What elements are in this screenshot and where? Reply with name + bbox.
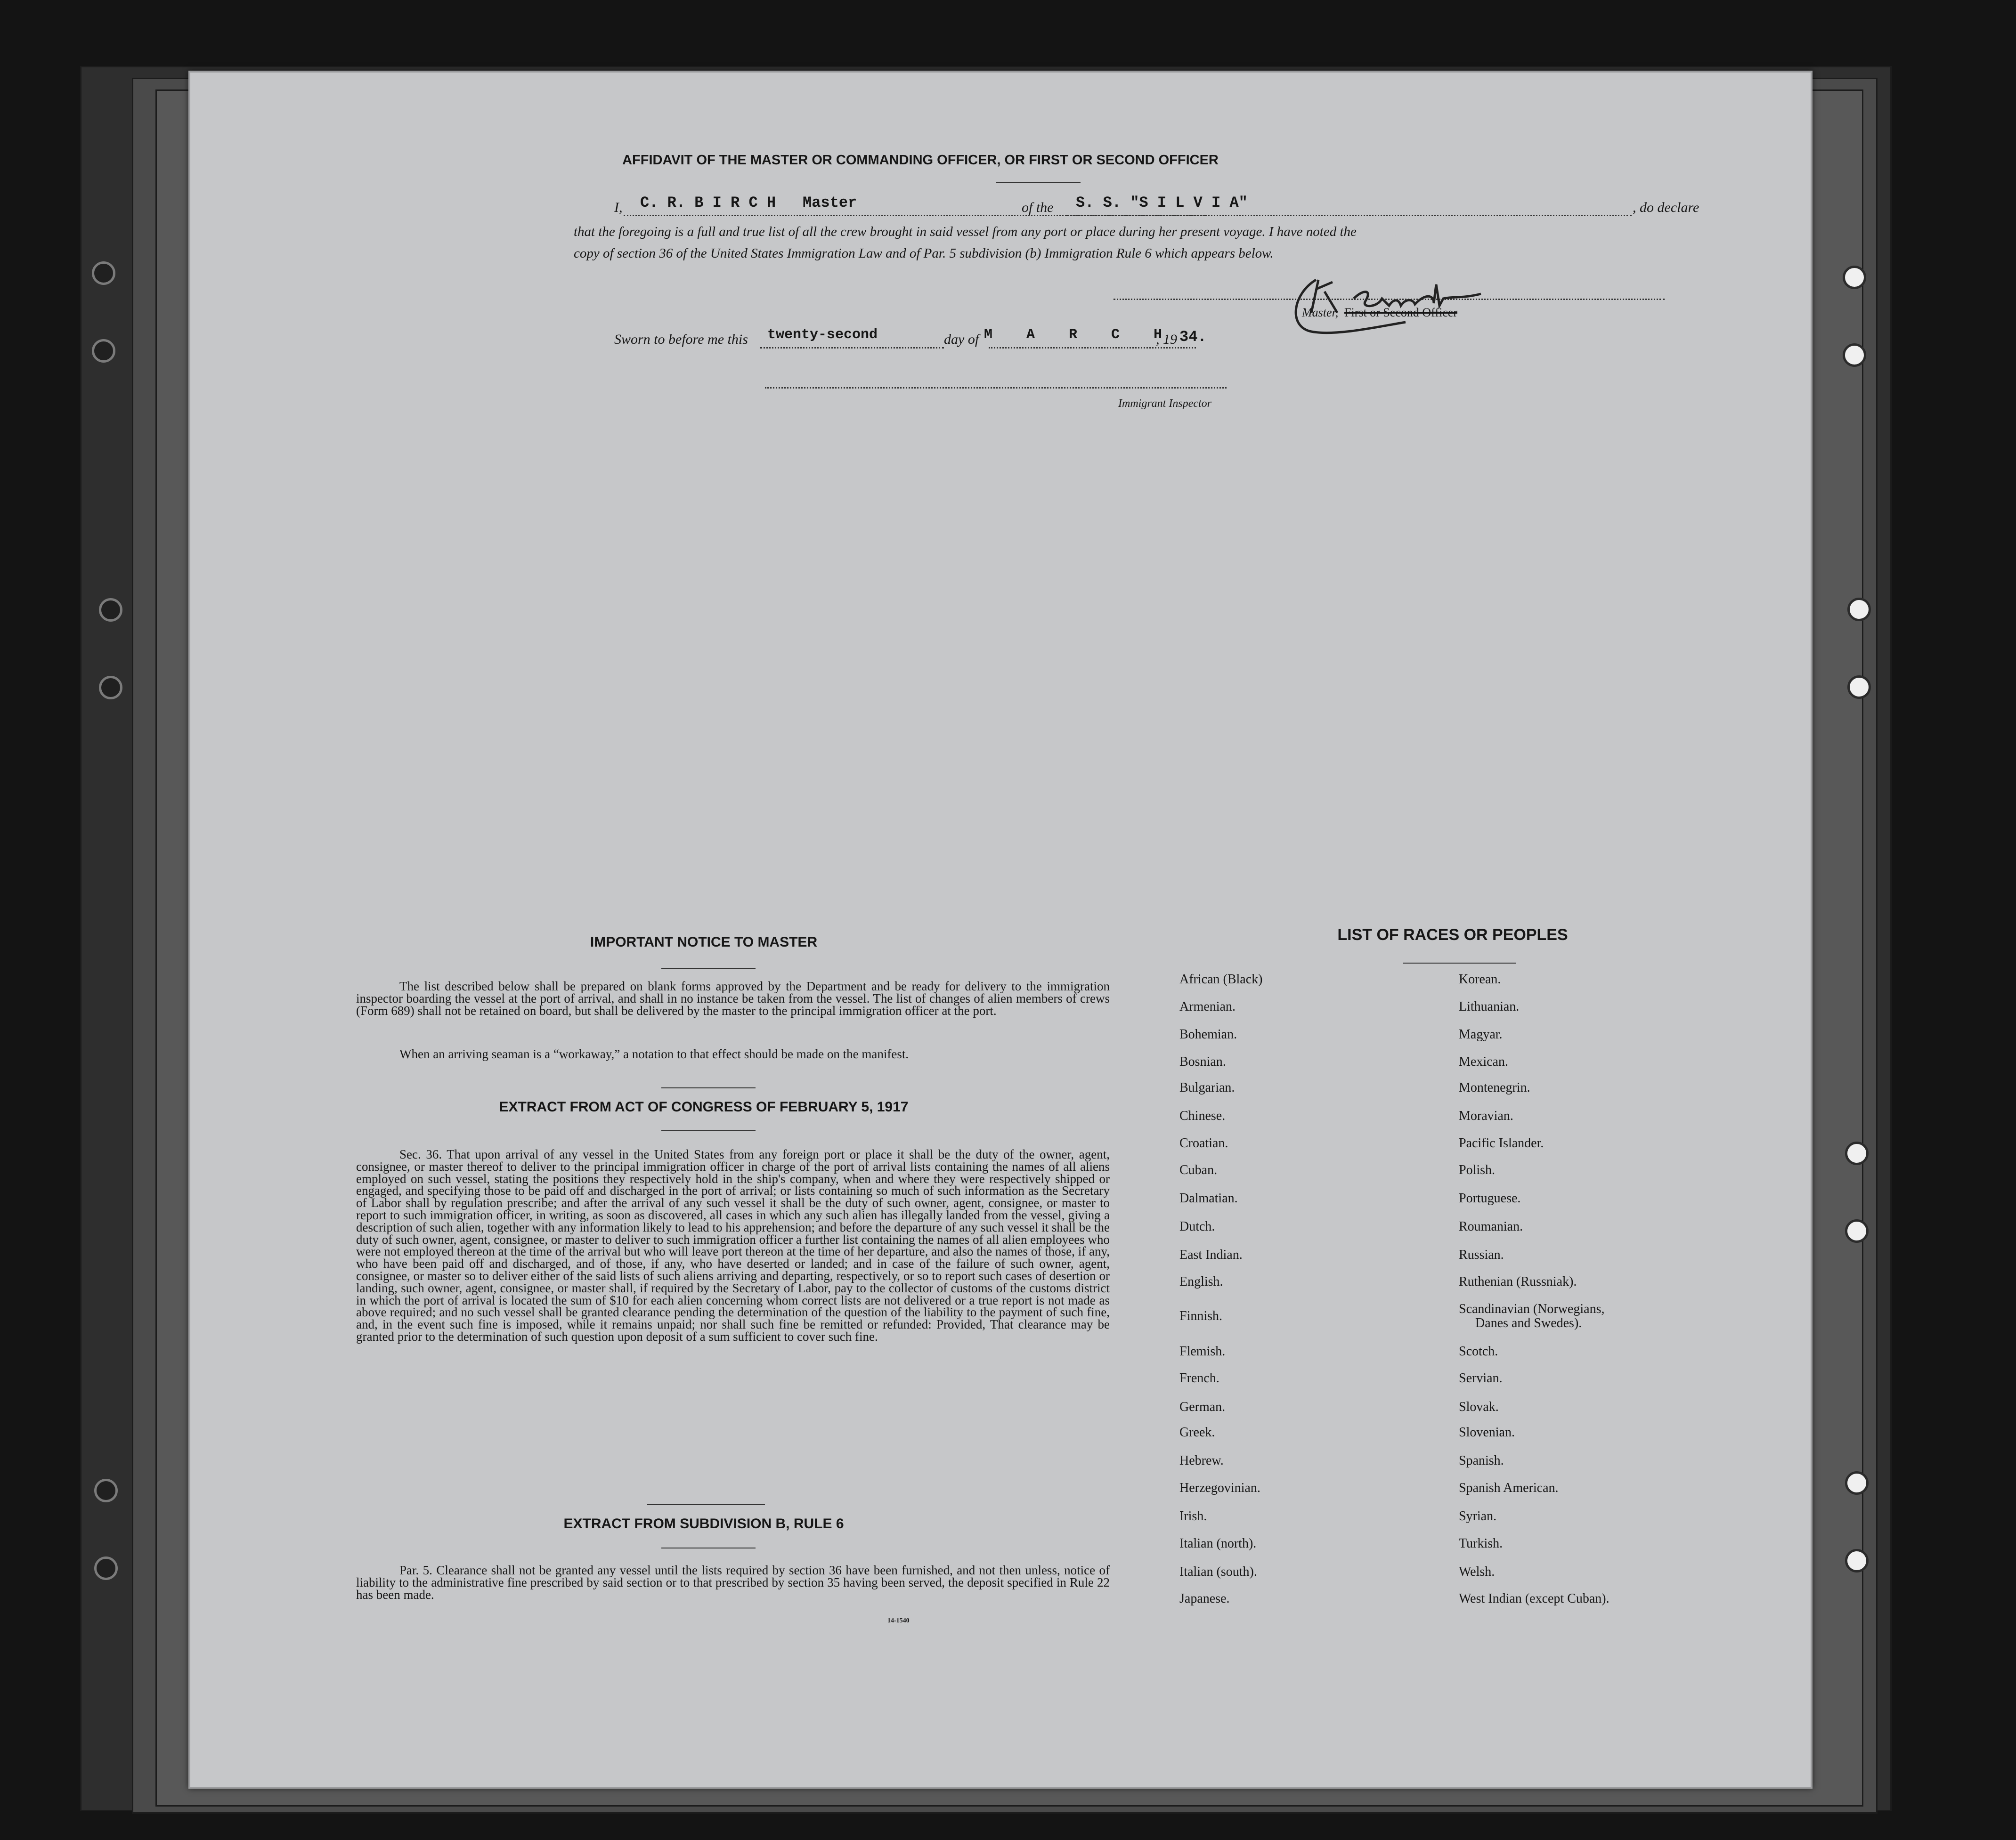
extract-rule-body: Par. 5. Clearance shall not be granted any vessel until the lists required by section 36 have been furnished, and not then unless, notice of liability to the administrative fine prescribed by said section or to that prescribed by section 35 having been served, the deposit specified in Rule 22 has been made. — [356, 1563, 1110, 1602]
binder-hole-icon — [94, 1479, 118, 1502]
race-right: Portuguese. — [1459, 1191, 1521, 1206]
sworn-month-value: M A R C H — [984, 327, 1162, 343]
race-left: East Indian. — [1179, 1248, 1243, 1262]
binder-hole-icon — [99, 598, 122, 622]
race-left: Herzegovinian. — [1179, 1481, 1260, 1495]
race-left: Irish. — [1179, 1509, 1207, 1524]
race-left: Italian (north). — [1179, 1536, 1257, 1551]
extract-rule-title: EXTRACT FROM SUBDIVISION B, RULE 6 — [563, 1516, 844, 1532]
race-right: Polish. — [1459, 1163, 1496, 1177]
extract-act-divider — [647, 1504, 765, 1505]
race-left: French. — [1179, 1371, 1219, 1386]
race-left: African (Black) — [1179, 972, 1263, 987]
sworn-day-line — [760, 347, 944, 349]
race-right: Mexican. — [1459, 1054, 1508, 1069]
race-right: Scotch. — [1459, 1344, 1498, 1359]
sworn-day-value: twenty-second — [767, 327, 878, 343]
inspector-signature-line — [765, 387, 1227, 389]
notice-title: IMPORTANT NOTICE TO MASTER — [590, 934, 818, 950]
sworn-prefix-label: Sworn to before me this — [614, 332, 748, 347]
race-left: Croatian. — [1179, 1136, 1228, 1151]
race-right: Pacific Islander. — [1459, 1136, 1544, 1151]
race-right: Roumanian. — [1459, 1219, 1523, 1234]
binder-hole-icon — [94, 1556, 118, 1580]
race-left: Hebrew. — [1179, 1453, 1224, 1468]
race-right: Turkish. — [1459, 1536, 1503, 1551]
extract-act-underline — [661, 1130, 756, 1131]
race-right: Servian. — [1459, 1371, 1503, 1386]
race-right: Scandinavian (Norwegians, — [1459, 1302, 1605, 1316]
extract-act-title: EXTRACT FROM ACT OF CONGRESS OF FEBRUARY 5, 1917 — [499, 1099, 909, 1115]
race-left: Cuban. — [1179, 1163, 1218, 1177]
race-right: Spanish American. — [1459, 1481, 1559, 1495]
binder-hole-icon — [1845, 1471, 1869, 1495]
binder-hole-icon — [1847, 675, 1871, 699]
race-left: Japanese. — [1179, 1591, 1230, 1606]
sworn-year-value: 34. — [1179, 328, 1207, 346]
race-right: Magyar. — [1459, 1027, 1503, 1042]
affidavit-line-3: copy of section 36 of the United States Immigration Law and of Par. 5 subdivision (b) Immigration Rule 6 which appears below. — [574, 246, 1274, 261]
affidavit-title: AFFIDAVIT OF THE MASTER OR COMMANDING OFFICER, OR FIRST OR SECOND OFFICER — [622, 153, 1219, 168]
binder-hole-icon — [92, 339, 115, 363]
race-left: Italian (south). — [1179, 1564, 1257, 1579]
rank-value: Master — [803, 194, 857, 211]
binder-hole-icon — [1845, 1142, 1869, 1165]
day-of-label: day of — [944, 332, 979, 347]
vessel-field-line — [1066, 215, 1632, 216]
races-underline — [1403, 963, 1516, 964]
notice-para-1: The list described below shall be prepared on blank forms approved by the Department and be ready for delivery to the immigration inspector boarding the vessel at the port of arrival, and shall in no instance be taken from the vessel. The list of changes of alien members of crews (Form 689) shall not be retained on board, but shall be delivered by the master to the principal immigration officer at the port. — [356, 979, 1110, 1018]
binder-hole-icon — [99, 676, 122, 699]
notice-underline — [661, 968, 756, 969]
signature-role-label: Master, — [1302, 306, 1339, 319]
race-right: Montenegrin. — [1459, 1080, 1530, 1095]
race-right: Syrian. — [1459, 1509, 1497, 1524]
binder-hole-icon — [1843, 343, 1866, 367]
vessel-name-value: S. S. "S I L V I A" — [1076, 194, 1248, 211]
binder-hole-icon — [92, 261, 115, 285]
master-signature — [1283, 261, 1547, 341]
race-right: West Indian (except Cuban). — [1459, 1591, 1610, 1606]
binder-hole-icon — [1847, 598, 1871, 621]
binder-hole-icon — [1845, 1549, 1869, 1573]
race-right: Slovak. — [1459, 1400, 1499, 1414]
race-right: Russian. — [1459, 1248, 1504, 1262]
race-left: Chinese. — [1179, 1109, 1226, 1123]
race-right: Slovenian. — [1459, 1425, 1515, 1440]
race-left: English. — [1179, 1274, 1223, 1289]
race-left: Finnish. — [1179, 1309, 1223, 1323]
race-left: Greek. — [1179, 1425, 1215, 1440]
race-right: Moravian. — [1459, 1109, 1513, 1123]
notice-divider — [661, 1087, 756, 1088]
race-left: Flemish. — [1179, 1344, 1226, 1359]
do-declare-label: , do declare — [1633, 200, 1699, 215]
race-left: Dalmatian. — [1179, 1191, 1238, 1206]
affidavit-line-2: that the foregoing is a full and true list of all the crew brought in said vessel from any port or place during her present voyage. I have noted the — [574, 224, 1357, 239]
form-number: 14-1540 — [887, 1617, 910, 1624]
race-left: German. — [1179, 1400, 1226, 1414]
race-left: Bosnian. — [1179, 1054, 1226, 1069]
inspector-label: Immigrant Inspector — [1118, 397, 1211, 410]
race-right: Ruthenian (Russniak). — [1459, 1274, 1577, 1289]
extract-act-body: Sec. 36. That upon arrival of any vessel in the United States from any foreign port or place it shall be the duty of the owner, agent, consignee, or master thereof to deliver to the principal immigration officer in charge of the port of arrival lists containing the names of all aliens employed on such vessel, stating the positions they respectively hold in the ship's company, when and where they were respectively shipped or engaged, and specifying those to be paid off and discharged in the port of arrival; or lists containing so much of such information as the Secretary of Labor shall by regulation prescribe; and after the arrival of any such vessel it shall be the duty of such owner, agent, consignee, or master to report to such immigration officer, in writing, as soon as discovered, all cases in which any such alien has illegally landed from the vessel, giving a description of such alien, together with any information likely to lead to his apprehension; and before the departure of any such vessel it shall be the duty of such owner, agent, consignee, or master to deliver to such immigration officer a further list containing the names of all alien employees who were not employed thereon at the time of the arrival but who will leave port thereon at the time of her departure, and also the names of those, if any, who have been paid off and discharged, and of those, if any, who have deserted or landed; and in case of the failure of such owner, agent, consignee, or master so to deliver either of the said lists of such aliens arriving and departing, respectively, or so to report such cases of desertion or landing, such owner, agent, consignee, or master shall, if required by the Secretary of Labor, pay to the collector of customs of the customs district in which the port of arrival is located the sum of $10 for each alien concerning whom correct lists are not delivered or a true report is not made as above required; and no such vessel shall be granted clearance pending the determination of the question of the liability to the payment of such fine, and, in the event such fine is imposed, while it remains unpaid; nor shall such fine be remitted or refunded: Provided, That clearance may be granted prior to the determination of such question upon deposit of a sum sufficient to cover such fine. — [356, 1147, 1110, 1344]
race-right: Korean. — [1459, 972, 1501, 987]
title-underline — [996, 182, 1081, 183]
notice-para-2: When an arriving seaman is a “workaway,” a notation to that effect should be made on the manifest. — [399, 1047, 909, 1061]
race-right-continuation: Danes and Swedes). — [1475, 1316, 1582, 1330]
form-sheet — [188, 71, 1813, 1789]
race-left: Dutch. — [1179, 1219, 1215, 1234]
affidavit-i-label: I, — [614, 200, 623, 215]
signature-role-struck: First or Second Officer — [1344, 306, 1457, 319]
race-right: Lithuanian. — [1459, 999, 1520, 1014]
master-name-value: C. R. B I R C H — [640, 194, 776, 211]
race-left: Bohemian. — [1179, 1027, 1237, 1042]
race-left: Bulgarian. — [1179, 1080, 1235, 1095]
of-the-label: of the — [1022, 200, 1054, 215]
race-left: Armenian. — [1179, 999, 1236, 1014]
year-prefix-label: , 19 — [1156, 332, 1177, 347]
binder-hole-icon — [1843, 266, 1866, 289]
binder-hole-icon — [1845, 1219, 1869, 1243]
race-right: Welsh. — [1459, 1564, 1495, 1579]
race-right: Spanish. — [1459, 1453, 1504, 1468]
races-title: LIST OF RACES OR PEOPLES — [1337, 926, 1568, 944]
